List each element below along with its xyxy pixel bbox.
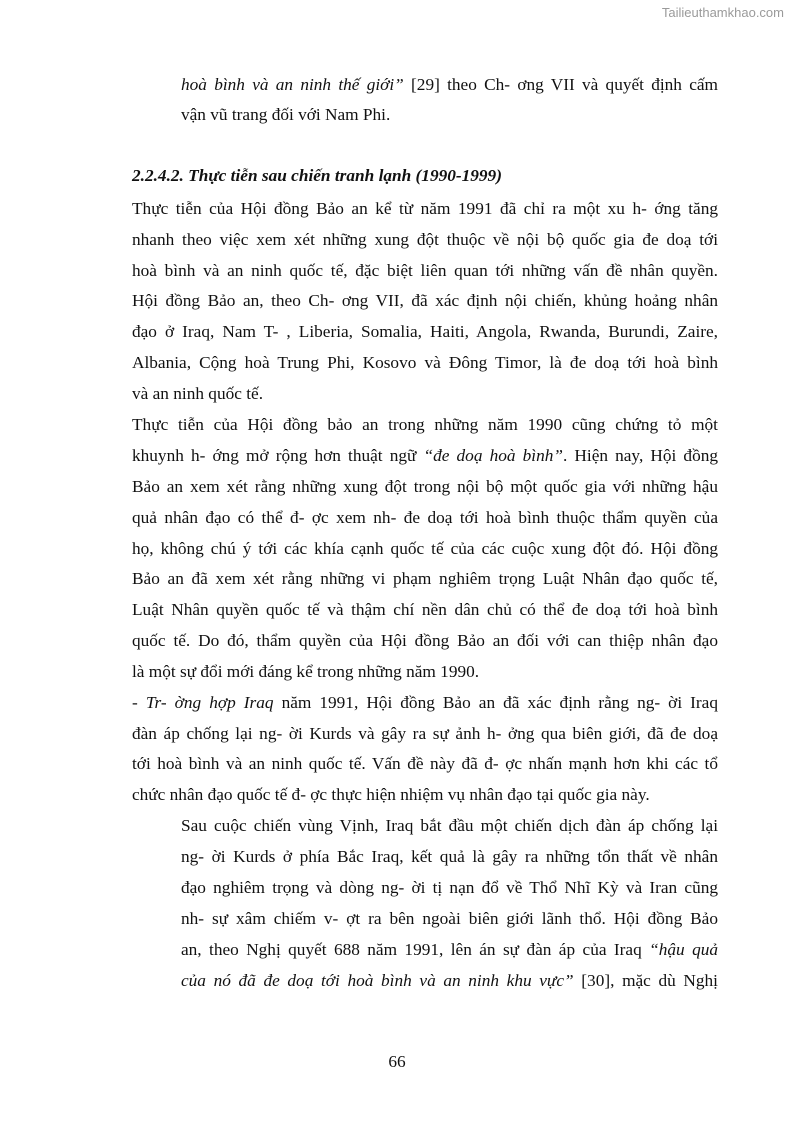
text-segment: là một sự đổi mới đáng kể trong những năm 1990.: [132, 662, 480, 681]
text-segment: năm 1991, Hội đồng Bảo an đã xác định rằng ng- ời Iraq: [273, 693, 718, 712]
italic-text: “hậu quả: [649, 940, 718, 959]
text-line: [181, 965, 718, 996]
text-segment: và an ninh quốc tế.: [132, 384, 264, 403]
text-line: [132, 224, 718, 255]
text-segment: Albania, Cộng hoà Trung Phi, Kosovo và Đông Timor, là đe doạ tới hoà bình: [132, 353, 718, 372]
watermark: Tailieuthamkhao.com: [661, 5, 784, 20]
text-line: [132, 193, 718, 224]
text-line: [181, 99, 718, 130]
text-segment: họ, không chú ý tới các khía cạnh quốc tế của các cuộc xung đột đó. Hội đồng: [132, 539, 718, 558]
text-line: [132, 285, 718, 316]
text-line: [132, 563, 718, 594]
text-line: [132, 656, 718, 687]
italic-text: Tr- ờng hợp Iraq: [145, 693, 274, 712]
text-line: [132, 779, 718, 810]
text-line: [132, 409, 718, 440]
text-segment: Hội đồng Bảo an, theo Ch- ơng VII, đã xác định nội chiến, khủng hoảng nhân: [132, 291, 718, 310]
text-line: [181, 841, 718, 872]
text-segment: quốc tế. Do đó, thẩm quyền của Hội đồng Bảo an đối với can thiệp nhân đạo: [132, 631, 718, 650]
text-segment: -: [132, 693, 146, 712]
text-segment: Sau cuộc chiến vùng Vịnh, Iraq bắt đầu một chiến dịch đàn áp chống lại: [181, 816, 718, 835]
text-segment: [29] theo Ch- ơng VII và quyết định cấm: [403, 75, 718, 94]
text-segment: Luật Nhân quyền quốc tế và thậm chí nền dân chủ có thể đe doạ tới hoà bình: [132, 600, 718, 619]
text-segment: quả nhân đạo có thể đ- ợc xem nh- đe doạ tới hoà bình thuộc thẩm quyền của: [132, 508, 718, 527]
text-line: [132, 533, 718, 564]
text-segment: ng- ời Kurds ở phía Bắc Iraq, kết quả là gây ra những tổn thất về nhân: [181, 847, 718, 866]
text-line: [181, 872, 718, 903]
text-line: [132, 255, 718, 286]
section-heading: 2.2.4.2. Thực tiễn sau chiến tranh lạnh (1990-1999): [132, 166, 502, 185]
italic-text: hoà bình và an ninh thế giới”: [181, 75, 404, 94]
text-line: [132, 440, 718, 471]
text-segment: tới hoà bình và an ninh quốc tế. Vấn đề này đã đ- ợc nhấn mạnh hơn khi các tổ: [132, 754, 718, 773]
text-segment: Bảo an xem xét rằng những xung đột trong nội bộ một quốc gia với những hậu: [132, 477, 718, 496]
text-line: [132, 347, 718, 378]
text-line: [132, 687, 718, 718]
text-line: [181, 934, 718, 965]
text-line: [181, 69, 718, 100]
italic-text: “đe doạ hoà bình”: [423, 446, 563, 465]
text-segment: chức nhân đạo quốc tế đ- ợc thực hiện nhiệm vụ nhân đạo tại quốc gia này.: [132, 785, 650, 804]
text-segment: an, theo Nghị quyết 688 năm 1991, lên án sự đàn áp của Iraq: [181, 940, 650, 959]
italic-text: của nó đã đe doạ tới hoà bình và an ninh khu vực”: [181, 971, 574, 990]
text-line: [181, 810, 718, 841]
text-segment: vận vũ trang đối với Nam Phi.: [181, 105, 391, 124]
text-line: [132, 471, 718, 502]
text-line: [132, 316, 718, 347]
text-line: [132, 748, 718, 779]
text-segment: nhanh theo việc xem xét những xung đột thuộc về nội bộ quốc gia đe doạ tới: [132, 230, 718, 249]
text-segment: nh- sự xâm chiếm v- ợt ra bên ngoài biên giới lãnh thổ. Hội đồng Bảo: [181, 909, 718, 928]
text-line: [132, 625, 718, 656]
text-line: [132, 502, 718, 533]
text-line: [132, 378, 718, 409]
text-segment: đàn áp chống lại ng- ời Kurds và gây ra sự ảnh h- ởng qua biên giới, đã đe doạ: [132, 724, 718, 743]
text-segment: . Hiện nay, Hội đồng: [562, 446, 718, 465]
text-segment: khuynh h- ớng mở rộng hơn thuật ngữ: [132, 446, 424, 465]
text-segment: Bảo an đã xem xét rằng những vi phạm nghiêm trọng Luật Nhân đạo quốc tế,: [132, 569, 718, 588]
text-line: [132, 594, 718, 625]
text-segment: Thực tiễn của Hội đồng Bảo an kể từ năm 1991 đã chỉ ra một xu h- ớng tăng: [132, 199, 718, 218]
text-line: [132, 718, 718, 749]
text-segment: Thực tiễn của Hội đồng bảo an trong những năm 1990 cũng chứng tỏ một: [132, 415, 718, 434]
text-segment: [30], mặc dù Nghị: [573, 971, 718, 990]
text-segment: đạo nghiêm trọng và dòng ng- ời tị nạn đổ về Thổ Nhĩ Kỳ và Iran cũng: [181, 878, 718, 897]
text-line: [181, 903, 718, 934]
text-segment: đạo ở Iraq, Nam T- , Liberia, Somalia, Haiti, Angola, Rwanda, Burundi, Zaire,: [132, 322, 718, 341]
text-segment: hoà bình và an ninh quốc tế, đặc biệt liên quan tới những vấn đề nhân quyền.: [132, 261, 718, 280]
page-number: 66: [388, 1052, 406, 1071]
